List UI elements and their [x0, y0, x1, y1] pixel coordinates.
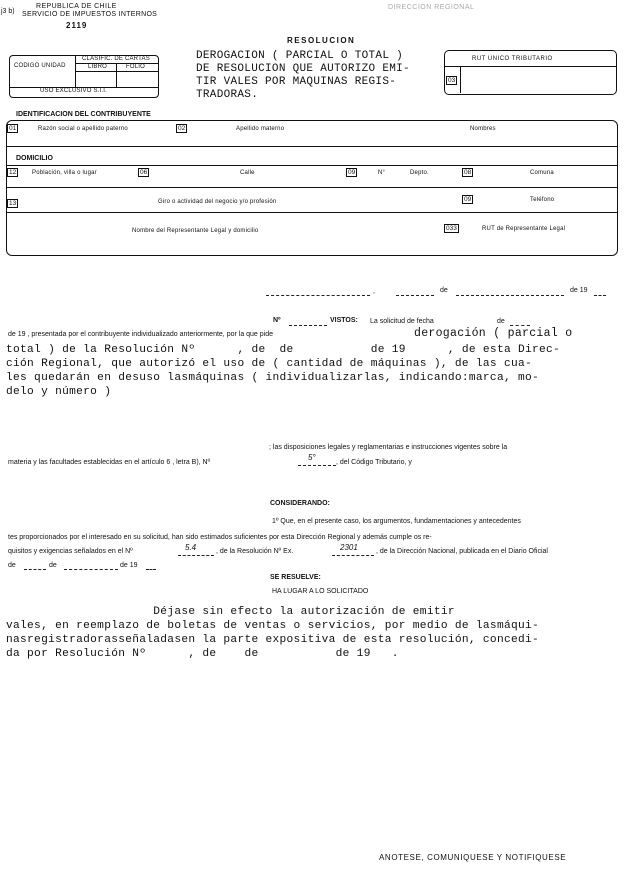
resuelve-typed-line-4: da por Resolución Nº , de de de 19 .: [6, 648, 399, 660]
rut-label: RUT UNICO TRIBUTARIO: [472, 56, 553, 62]
folio-label: FOLIO: [126, 64, 146, 70]
laws-line-2b: , del Código Tributario, y: [336, 459, 412, 466]
rut-field-number: 03: [448, 77, 456, 84]
vistos-typed-line-3: les quedarán en desuso lasmáquinas ( individualizarlas, indicando:marca, mo-: [6, 372, 540, 384]
book-label: LIBRO: [88, 64, 108, 70]
laws-article-number: 5°: [308, 453, 316, 462]
field-number-09a: 09: [348, 169, 356, 176]
considerando-resolution-number: 2301: [340, 543, 358, 552]
vistos-typed-inline: derogación ( parcial o: [414, 327, 573, 340]
subject-line-4: TRADORAS.: [196, 89, 259, 101]
vistos-no-prefix: Nº: [273, 317, 281, 324]
field-label-street: Calle: [240, 170, 255, 176]
field-label-street-number: N°: [378, 170, 386, 176]
subject-line-2: DE RESOLUCION QUE AUTORIZO EMI-: [196, 63, 410, 75]
field-number-12: 12: [9, 169, 17, 176]
considerando-line-4-year: de 19: [120, 562, 138, 569]
field-number-01: 01: [9, 125, 17, 132]
field-number-06: 06: [140, 169, 148, 176]
laws-line-2a: materia y las facultades establecidas en el artículo 6 , letra B), Nº: [8, 459, 211, 466]
top-right-faded-text: DIRECCION REGIONAL: [388, 4, 475, 11]
field-number-09b: 09: [464, 196, 472, 203]
taxpayer-section-title: IDENTIFICACION DEL CONTRIBUYENTE: [16, 111, 151, 118]
considerando-number: 5.4: [185, 543, 197, 552]
page-title: RESOLUCION: [287, 36, 356, 45]
considerando-line-3b: , de la Resolución Nº Ex.: [216, 548, 294, 555]
dateline-year: de 19: [570, 287, 588, 294]
considerando-line-1: 1º Que, en el presente caso, los argumentos, fundamentaciones y antecedentes: [272, 518, 521, 525]
class-letters-label: CLASIFIC. DE CARTAS: [82, 56, 150, 62]
resuelve-typed-line-1: Déjase sin efecto la autorización de emitir: [6, 606, 455, 618]
exclusive-use-label: USO EXCLUSIVO S.I.I.: [40, 88, 108, 94]
vistos-typed-line-2: ción Regional, que autorizó el uso de ( cantidad de máquinas ), de las cua-: [6, 358, 533, 370]
subject-line-1: DEROGACION ( PARCIAL O TOTAL ): [196, 50, 404, 62]
taxpayer-box: [6, 120, 618, 256]
resuelve-label: SE RESUELVE:: [270, 574, 321, 581]
resuelve-typed-line-3: nasregistradorasseñaladasen la parte expositiva de esta resolución, concedi-: [6, 634, 540, 646]
field-label-representative-rut: RUT de Representante Legal: [482, 226, 566, 232]
vistos-typed-line-1: total ) de la Resolución Nº , de de de 19 , de esta Direc-: [6, 344, 561, 356]
considerando-line-4-de1: de: [8, 562, 16, 569]
vistos-line1: La solicitud de fecha: [370, 318, 434, 325]
field-number-02: 02: [178, 125, 186, 132]
field-label-company-name: Razón social o apellido paterno: [38, 126, 128, 132]
country-name: REPUBLICA DE CHILE: [36, 3, 117, 10]
margin-mark: j3 b): [1, 8, 15, 15]
field-label-apartment: Depto.: [410, 170, 429, 176]
field-number-13: 13: [9, 200, 17, 207]
vistos-line2: de 19 , presentada por el contribuyente individualizado anteriormente, por la que pide: [8, 331, 274, 338]
field-label-legal-representative: Nombre del Representante Legal y domicilio: [132, 228, 259, 234]
field-number-033: 033: [446, 225, 457, 232]
vistos-typed-line-4: delo y número ): [6, 386, 112, 398]
laws-line-1: ; las disposiciones legales y reglamentarias e instrucciones vigentes sobre la: [269, 444, 508, 451]
agency-name: SERVICIO DE IMPUESTOS INTERNOS: [22, 11, 158, 18]
domicile-title: DOMICILIO: [16, 155, 53, 162]
handwritten-number: 2119: [66, 21, 88, 30]
considerando-line-2: tes proporcionados por el interesado en su solicitud, han sido estimados suficientes por esta Dirección Regional y además cumple os re-: [8, 534, 432, 541]
resuelve-typed-line-2: vales, en reemplazo de boletas de ventas o servicios, por medio de lasmáqui-: [6, 620, 540, 632]
field-number-08: 08: [464, 169, 472, 176]
vistos-label: VISTOS:: [330, 317, 358, 324]
field-label-commune: Comuna: [530, 170, 554, 176]
dateline-de-1: de: [440, 287, 448, 294]
considerando-line-3c: , de la Dirección Nacional, publicada en el Diario Oficial: [376, 548, 548, 555]
subject-line-3: TIR VALES POR MAQUINAS REGIS-: [196, 76, 397, 88]
considerando-line-3a: quisitos y exigencias señalados en el Nº: [8, 548, 133, 555]
code-unit-label: CODIGO UNIDAD: [14, 63, 66, 69]
field-label-maternal-surname: Apellido materno: [236, 126, 285, 132]
field-label-phone: Teléfono: [530, 197, 555, 203]
vistos-line1-de: de: [497, 318, 505, 325]
considerando-label: CONSIDERANDO:: [270, 500, 330, 507]
field-label-names: Nombres: [470, 126, 496, 132]
field-label-village: Población, villa o lugar: [32, 170, 97, 176]
resuelve-subtitle: HA LUGAR A LO SOLICITADO: [272, 588, 369, 595]
field-label-business-activity: Giro o actividad del negocio y/o profesión: [158, 199, 277, 205]
closing-formula: ANOTESE, COMUNIQUESE Y NOTIFIQUESE: [379, 853, 567, 862]
considerando-line-4-de2: de: [49, 562, 57, 569]
